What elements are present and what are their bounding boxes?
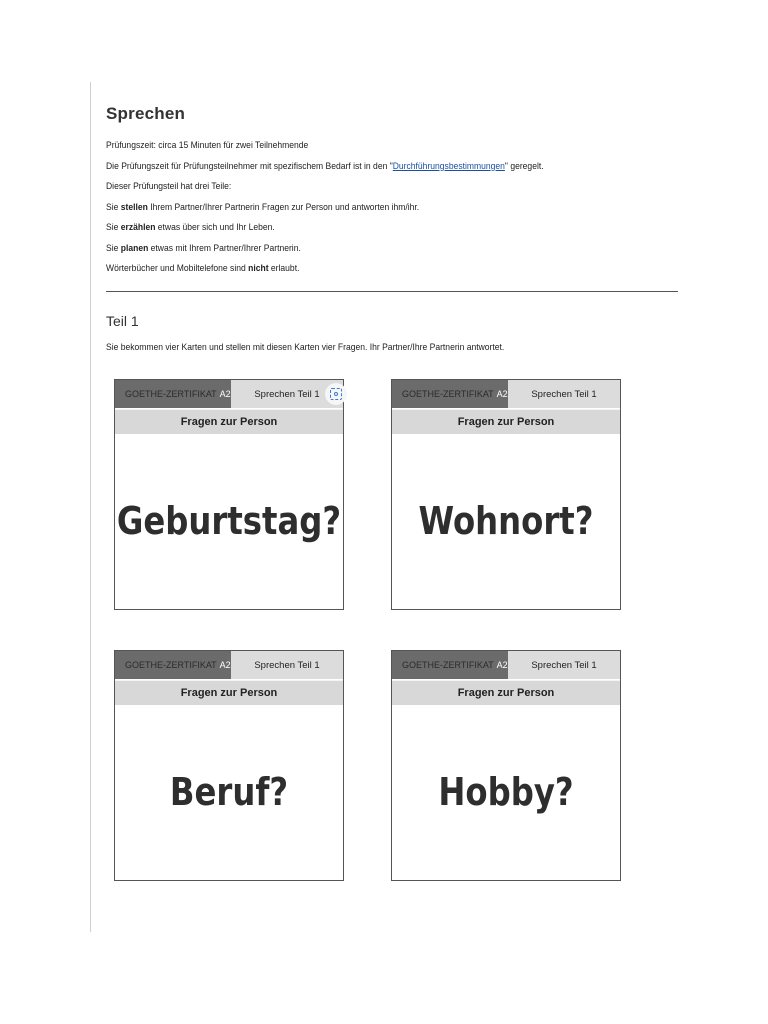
part1-desc-c: Ihrem Partner/Ihrer Partnerin Fragen zur Person und antworten ihm/ihr. [147,201,420,213]
part2-desc-a: Sie [106,222,121,233]
exam-duration-text: Prüfungszeit: circa 15 Minuten für zwei Teilnehmende [106,140,309,151]
special-needs-pre: Die Prüfungszeit für Prüfungsteilnehmer mit spezifischem Bedarf ist in den " [106,160,393,172]
card-subtitle: Fragen zur Person [115,680,343,705]
card-brand [115,651,231,679]
part2-desc-c: etwas über sich und Ihr Leben. [155,222,275,233]
card-geburtstag [114,379,344,610]
card-level: A2 [496,660,508,670]
card-brand-text: GOETHE-ZERTIFIKAT [402,660,494,670]
part2-desc-bold: erzählen [120,222,156,233]
card-wohnort [391,379,621,610]
teil1-title: Teil 1 [106,313,139,329]
card-subtitle: Fragen zur Person [392,680,620,705]
card-word: Hobby? [438,769,574,814]
card-header [115,380,343,409]
card-subtitle: Fragen zur Person [392,409,620,434]
card-word: Geburtstag? [116,498,342,543]
durchfuehrungsbestimmungen-link[interactable]: Durchführungsbestimmungen [392,160,505,172]
special-needs-post: " geregelt. [504,160,544,172]
special-needs-text [106,157,624,178]
card-header [115,651,343,680]
card-brand-text: GOETHE-ZERTIFIKAT [402,389,494,399]
left-border-rule [90,82,91,932]
part3-desc-a: Sie [106,242,121,254]
card-brand [392,651,508,679]
part1-desc-bold: stellen [120,201,148,213]
card-part-text: Sprechen Teil 1 [254,388,320,400]
part1-desc [106,198,624,219]
card-brand [392,380,508,408]
card-word: Beruf? [169,769,289,814]
card-brand [115,380,231,408]
sprechen-section [106,100,681,280]
card-level: A2 [496,389,508,399]
card-part: Sprechen Teil 1 [231,651,343,679]
rules-text-a: Wörterbücher und Mobiltelefone sind [106,263,249,274]
section-title: Sprechen [106,104,186,123]
parts-intro-text: Dieser Prüfungsteil hat drei Teile: [106,181,232,192]
card-brand-text: GOETHE-ZERTIFIKAT [125,389,217,399]
card-part: Sprechen Teil 1 [508,651,620,679]
card-level: A2 [219,660,231,670]
card-beruf [114,650,344,881]
rules-text-c: erlaubt. [268,263,300,274]
card-subtitle: Fragen zur Person [115,409,343,434]
card-hobby [391,650,621,881]
part2-desc [106,218,624,239]
visual-search-icon[interactable] [325,383,347,405]
card-header [392,651,620,680]
rules-text-bold: nicht [248,263,269,274]
part3-desc-c: etwas mit Ihrem Partner/Ihrer Partnerin. [148,242,301,254]
part1-desc-a: Sie [106,201,121,213]
card-part [231,380,343,408]
card-brand-text: GOETHE-ZERTIFIKAT [125,660,217,670]
part3-desc-bold: planen [120,242,149,254]
section-divider [106,291,678,292]
rules-text [106,259,624,280]
card-level: A2 [219,389,231,399]
teil1-intro: Sie bekommen vier Karten und stellen mit diesen Karten vier Fragen. Ihr Partner/Ihre Partnerin antwortet. [106,342,505,353]
card-word: Wohnort? [418,498,594,543]
card-header [392,380,620,409]
part3-desc [106,239,624,260]
card-part: Sprechen Teil 1 [508,380,620,408]
